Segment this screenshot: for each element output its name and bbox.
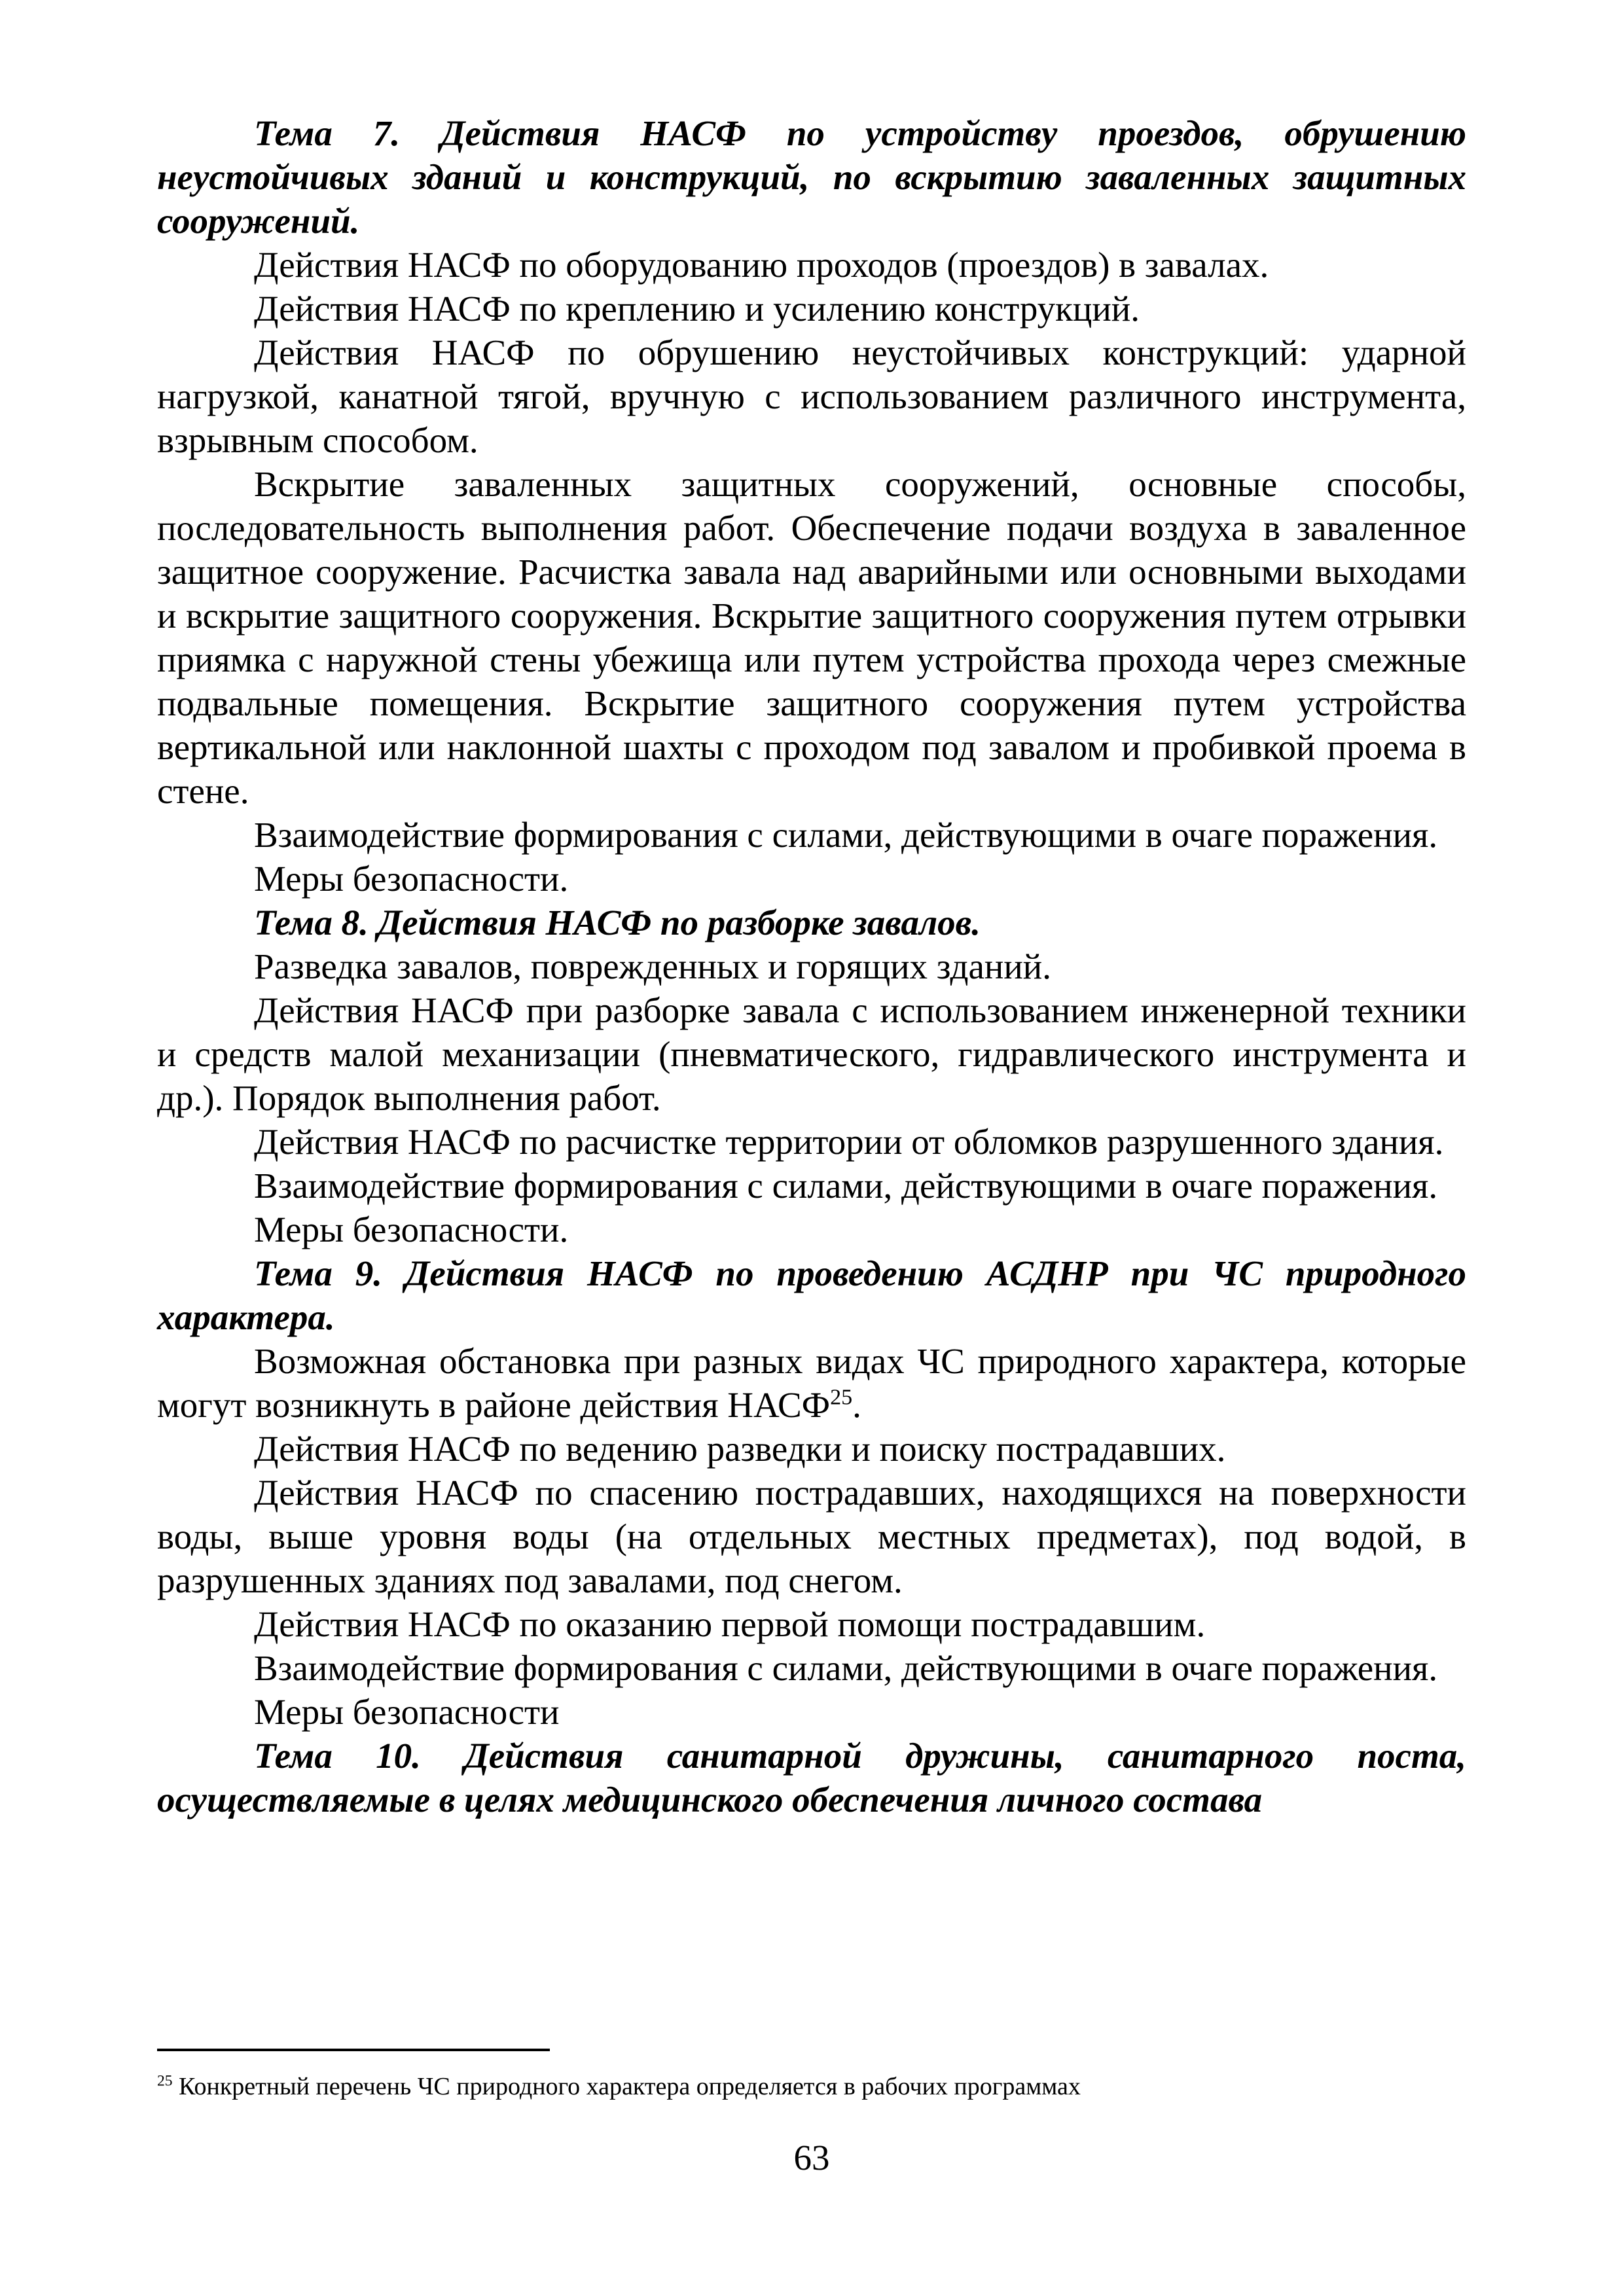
paragraph: Действия НАСФ по креплению и усилению конструкций. <box>254 289 1140 329</box>
paragraph: Разведка завалов, поврежденных и горящих зданий. <box>254 946 1051 986</box>
paragraph: Вскрытие заваленных защитных сооружений, основные способы, последовательность выполнения работ. Обеспечение подачи воздуха в заваленное защитное сооружение. Расчистка завала над аварийными или основными выходами и вскрытие защитного сооружения. Вскрытие защитного сооружения путем отрывки приямка с наружной стены убежища или путем устройства прохода через смежные подвальные помещения. Вскрытие защитного сооружения путем устройства вертикальной или наклонной шахты с проходом под завалом и пробивкой проема в стене. <box>157 464 1466 811</box>
paragraph: Действия НАСФ по ведению разведки и поиску пострадавших. <box>254 1429 1226 1469</box>
section-heading: Тема 10. Действия санитарной дружины, санитарного поста, осуществляемые в целях медицинского обеспечения личного состава <box>157 1736 1466 1820</box>
body-text <box>157 111 1466 1821</box>
paragraph: Действия НАСФ по оказанию первой помощи пострадавшим. <box>254 1604 1206 1644</box>
section-heading: Тема 9. Действия НАСФ по проведению АСДНР при ЧС природного характера. <box>157 1253 1466 1337</box>
paragraph: Действия НАСФ по обрушению неустойчивых конструкций: ударной нагрузкой, канатной тягой, вручную с использованием различного инструмента, взрывным способом. <box>157 332 1466 460</box>
paragraph-text-end: . <box>852 1385 861 1425</box>
section-heading: Тема 7. Действия НАСФ по устройству проездов, обрушению неустойчивых зданий и конструкций, по вскрытию заваленных защитных сооружений. <box>157 113 1466 241</box>
paragraph: Действия НАСФ по спасению пострадавших, находящихся на поверхности воды, выше уровня воды (на отдельных местных предметах), под водой, в разрушенных зданиях под завалами, под снегом. <box>157 1473 1466 1600</box>
paragraph: Взаимодействие формирования с силами, действующими в очаге поражения. <box>254 1166 1438 1206</box>
paragraph: Меры безопасности. <box>254 1210 569 1249</box>
paragraph: Действия НАСФ при разборке завала с использованием инженерной техники и средств малой механизации (пневматического, гидравлического инструмента и др.). Порядок выполнения работ. <box>157 990 1466 1118</box>
footnote-mark: 25 <box>157 2072 173 2090</box>
document-page <box>157 111 1466 2232</box>
page-number: 63 <box>793 2138 830 2178</box>
paragraph: Меры безопасности <box>254 1692 560 1732</box>
footnote-reference: 25 <box>830 1385 853 1410</box>
footnote-separator <box>157 2049 550 2051</box>
footnote-text: Конкретный перечень ЧС природного характера определяется в рабочих программах <box>179 2073 1081 2100</box>
paragraph: Меры безопасности. <box>254 859 569 899</box>
section-heading: Тема 8. Действия НАСФ по разборке завалов. <box>254 903 981 942</box>
footnote <box>157 2072 1466 2102</box>
paragraph: Взаимодействие формирования с силами, действующими в очаге поражения. <box>254 815 1438 855</box>
paragraph: Действия НАСФ по расчистке территории от обломков разрушенного здания. <box>254 1122 1444 1162</box>
paragraph-text: Возможная обстановка при разных видах ЧС природного характера, которые могут возникнуть в районе действия НАСФ <box>157 1341 1466 1425</box>
paragraph: Взаимодействие формирования с силами, действующими в очаге поражения. <box>254 1648 1438 1688</box>
paragraph: Действия НАСФ по оборудованию проходов (проездов) в завалах. <box>254 245 1269 285</box>
paragraph-with-footnote <box>157 1339 1466 1427</box>
